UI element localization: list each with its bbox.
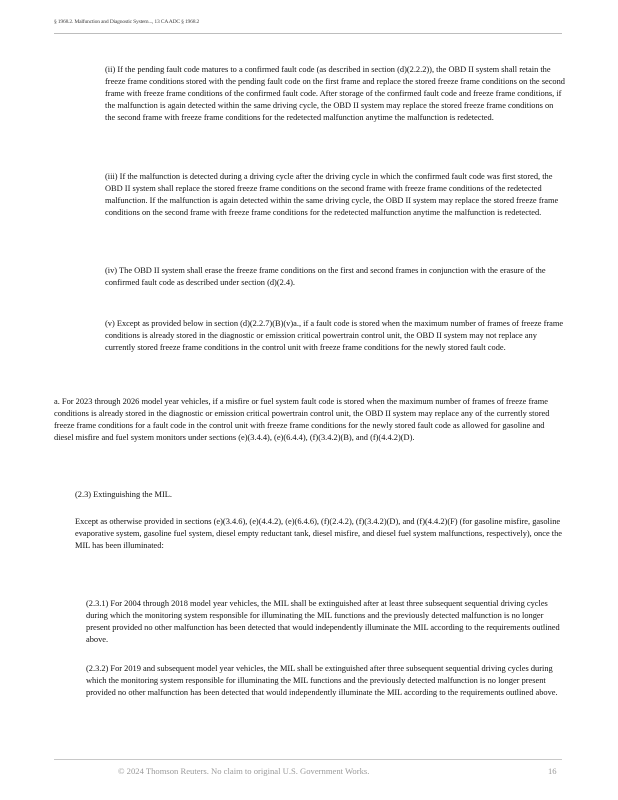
- paragraph-except: Except as otherwise provided in sections (e)(3.4.6), (e)(4.4.2), (e)(6.4.6), (f)(2.4.2), (f)(3.4.2)(D), and (f)(4.4.2)(F) (for gasoline misfire, gasoline evaporative system, gasoline fuel system, diesel empty reductant tank, diesel misfire, and diesel fuel system malfunctions, respectively), once the MIL has been illuminated:: [75, 517, 563, 550]
- paragraph-2-3-2: (2.3.2) For 2019 and subsequent model year vehicles, the MIL shall be extinguished after three subsequent sequential driving cycles during which the monitoring system responsible for illuminating the MIL functions and the previously detected malfunction is no longer present provided no other malfunction has been detected that would independently illuminate the MIL according to the requirements outlined above.: [86, 664, 558, 697]
- paragraph-v: (v) Except as provided below in section (d)(2.2.7)(B)(v)a., if a fault code is stored when the maximum number of frames of freeze frame conditions is already stored in the diagnostic or emission critical powertrain control unit, the OBD II system may not replace any currently stored freeze frame conditions in the control unit with freeze frame conditions for the newly stored fault code.: [105, 319, 564, 352]
- paragraph-a: a. For 2023 through 2026 model year vehicles, if a misfire or fuel system fault code is stored when the maximum number of frames of freeze frame conditions is already stored in the diagnostic or emission critical powertrain control unit, the OBD II system may replace any of the currently stored freeze frame conditions for a fault code in the control unit with freeze frame conditions for the newly stored fault code as allowed for gasoline and diesel misfire and fuel system monitors under sections (e)(3.4.4), (e)(6.4.4), (f)(3.4.2)(B), and (f)(4.4.2)(D).: [54, 397, 550, 442]
- paragraph-2-3-1: (2.3.1) For 2004 through 2018 model year vehicles, the MIL shall be extinguished after at least three subsequent sequential driving cycles during which the monitoring system responsible for illuminating the MIL functions and the previously detected malfunction is no longer present provided no other malfunction has been detected that would independently illuminate the MIL according to the requirements outlined above.: [86, 599, 560, 644]
- footer-copyright: © 2024 Thomson Reuters. No claim to original U.S. Government Works.: [118, 766, 370, 776]
- header-citation: § 1968.2. Malfunction and Diagnostic System..., 13 CA ADC § 1968.2: [54, 19, 200, 25]
- page-number: 16: [548, 766, 557, 776]
- section-heading-2-3: (2.3) Extinguishing the MIL.: [75, 490, 172, 499]
- paragraph-iv: (iv) The OBD II system shall erase the freeze frame conditions on the first and second frames in conjunction with the erasure of the confirmed fault code as described under section (d)(2.4).: [105, 266, 546, 287]
- paragraph-iii: (iii) If the malfunction is detected during a driving cycle after the driving cycle in which the confirmed fault code was first stored, the OBD II system shall replace the stored freeze frame conditions on the second frame with freeze frame conditions of the redetected malfunction. If the malfunction is again detected within the same driving cycle, the OBD II system may replace the stored freeze frame conditions on the second frame with freeze frame conditions for the redetected malfunction anytime the malfunction is redetected.: [105, 172, 559, 217]
- footer-divider: [54, 759, 562, 760]
- header-divider: [54, 33, 562, 34]
- paragraph-ii: (ii) If the pending fault code matures to a confirmed fault code (as described in section (d)(2.2.2)), the OBD II system shall retain the freeze frame conditions stored with the pending fault code on the first frame and replace the stored freeze frame conditions on the second frame with freeze frame conditions of the confirmed fault code. After storage of the confirmed fault code and freeze frame conditions, if the malfunction is again detected within the same driving cycle, the OBD II system may replace the stored freeze frame conditions on the second frame with freeze frame conditions for the redetected malfunction anytime the malfunction is redetected.: [105, 65, 565, 122]
